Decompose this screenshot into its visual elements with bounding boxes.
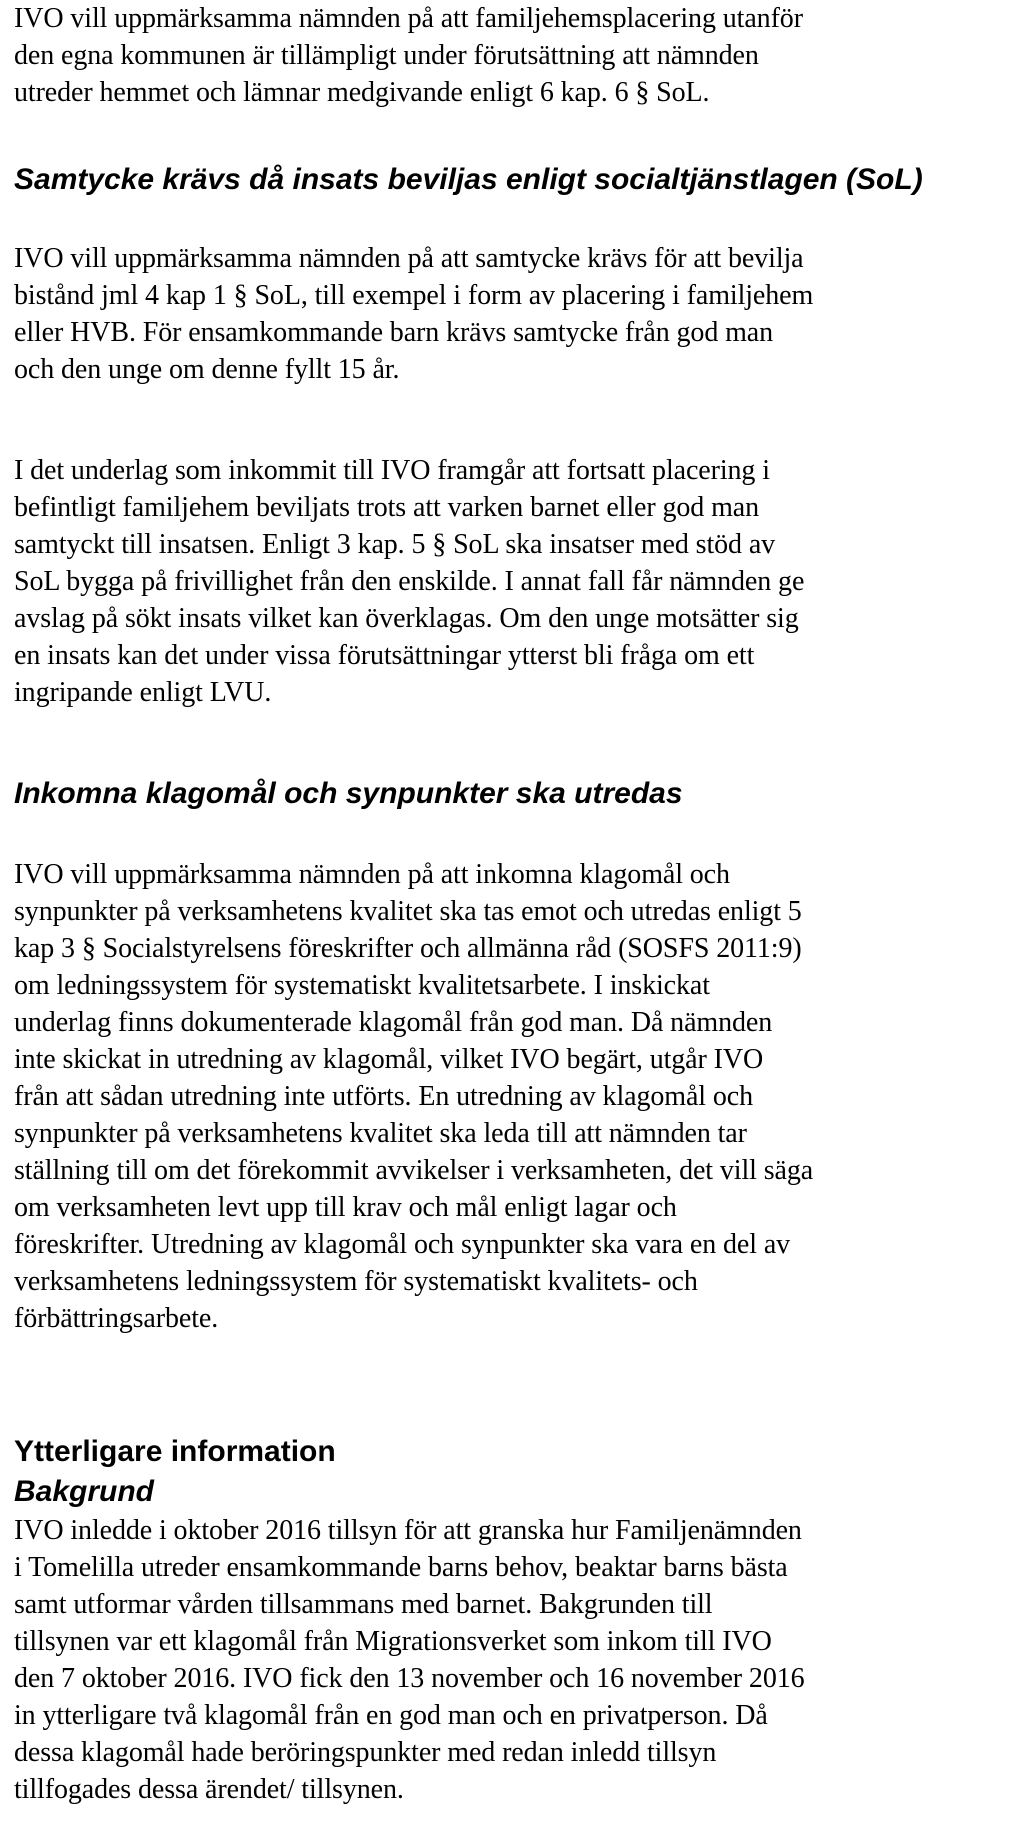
text-line: ställning till om det förekommit avvikelser i verksamheten, det vill säga bbox=[14, 1155, 814, 1186]
text-line: samtyckt till insatsen. Enligt 3 kap. 5 § SoL ska insatser med stöd av bbox=[14, 529, 776, 560]
bakgrund-paragraph bbox=[14, 1512, 805, 1808]
text-line: eller HVB. För ensamkommande barn krävs samtycke från god man bbox=[14, 317, 774, 348]
text-line: kap 3 § Socialstyrelsens föreskrifter och allmänna råd (SOSFS 2011:9) bbox=[14, 933, 802, 964]
text-line: en insats kan det under vissa förutsättningar ytterst bli fråga om ett bbox=[14, 640, 755, 671]
text-line: samt utformar vården tillsammans med barnet. Bakgrunden till bbox=[14, 1589, 713, 1620]
info-heading: Ytterligare information bbox=[14, 1435, 336, 1468]
text-line: underlag finns dokumenterade klagomål från god man. Då nämnden bbox=[14, 1007, 773, 1038]
text-line: föreskrifter. Utredning av klagomål och synpunkter ska vara en del av bbox=[14, 1229, 791, 1260]
bakgrund-heading: Bakgrund bbox=[14, 1475, 155, 1508]
text-line: SoL bygga på frivillighet från den enskilde. I annat fall får nämnden ge bbox=[14, 566, 805, 597]
text-line: tillfogades dessa ärendet/ tillsynen. bbox=[14, 1774, 404, 1805]
text-line: inte skickat in utredning av klagomål, vilket IVO begärt, utgår IVO bbox=[14, 1044, 764, 1075]
text-line: den egna kommunen är tillämpligt under förutsättning att nämnden bbox=[14, 40, 759, 71]
samtycke-paragraph-1 bbox=[14, 240, 813, 388]
text-line: om verksamheten levt upp till krav och mål enligt lagar och bbox=[14, 1192, 677, 1223]
samtycke-heading: Samtycke krävs då insats beviljas enligt socialtjänstlagen (SoL) bbox=[14, 163, 923, 196]
text-line: förbättringsarbete. bbox=[14, 1303, 219, 1334]
text-line: synpunkter på verksamhetens kvalitet ska tas emot och utredas enligt 5 bbox=[14, 896, 802, 927]
text-line: och den unge om denne fyllt 15 år. bbox=[14, 354, 400, 385]
klagomal-paragraph bbox=[14, 856, 813, 1337]
klagomal-heading: Inkomna klagomål och synpunkter ska utredas bbox=[14, 777, 683, 810]
text-line: om ledningssystem för systematiskt kvalitetsarbete. I inskickat bbox=[14, 970, 710, 1001]
text-line: verksamhetens ledningssystem för systematiskt kvalitets- och bbox=[14, 1266, 698, 1297]
text-line: avslag på sökt insats vilket kan överklagas. Om den unge motsätter sig bbox=[14, 603, 799, 634]
text-line: befintligt familjehem beviljats trots att varken barnet eller god man bbox=[14, 492, 759, 523]
text-line: synpunkter på verksamhetens kvalitet ska leda till att nämnden tar bbox=[14, 1118, 747, 1149]
text-line: ingripande enligt LVU. bbox=[14, 677, 272, 708]
text-line: IVO vill uppmärksamma nämnden på att familjehemsplacering utanför bbox=[14, 3, 803, 34]
text-line: in ytterligare två klagomål från en god man och en privatperson. Då bbox=[14, 1700, 768, 1731]
text-line: I det underlag som inkommit till IVO framgår att fortsatt placering i bbox=[14, 455, 770, 486]
text-line: IVO inledde i oktober 2016 tillsyn för att granska hur Familjenämnden bbox=[14, 1515, 802, 1546]
text-line: IVO vill uppmärksamma nämnden på att samtycke krävs för att bevilja bbox=[14, 243, 804, 274]
text-line: i Tomelilla utreder ensamkommande barns behov, beaktar barns bästa bbox=[14, 1552, 788, 1583]
text-line: tillsynen var ett klagomål från Migrationsverket som inkom till IVO bbox=[14, 1626, 772, 1657]
text-line: bistånd jml 4 kap 1 § SoL, till exempel i form av placering i familjehem bbox=[14, 280, 814, 311]
samtycke-paragraph-2 bbox=[14, 452, 804, 711]
text-line: den 7 oktober 2016. IVO fick den 13 november och 16 november 2016 bbox=[14, 1663, 805, 1694]
text-line: från att sådan utredning inte utförts. En utredning av klagomål och bbox=[14, 1081, 753, 1112]
intro-paragraph bbox=[14, 0, 803, 111]
text-line: dessa klagomål hade beröringspunkter med redan inledd tillsyn bbox=[14, 1737, 717, 1768]
text-line: IVO vill uppmärksamma nämnden på att inkomna klagomål och bbox=[14, 859, 730, 890]
text-line: utreder hemmet och lämnar medgivande enligt 6 kap. 6 § SoL. bbox=[14, 77, 710, 108]
